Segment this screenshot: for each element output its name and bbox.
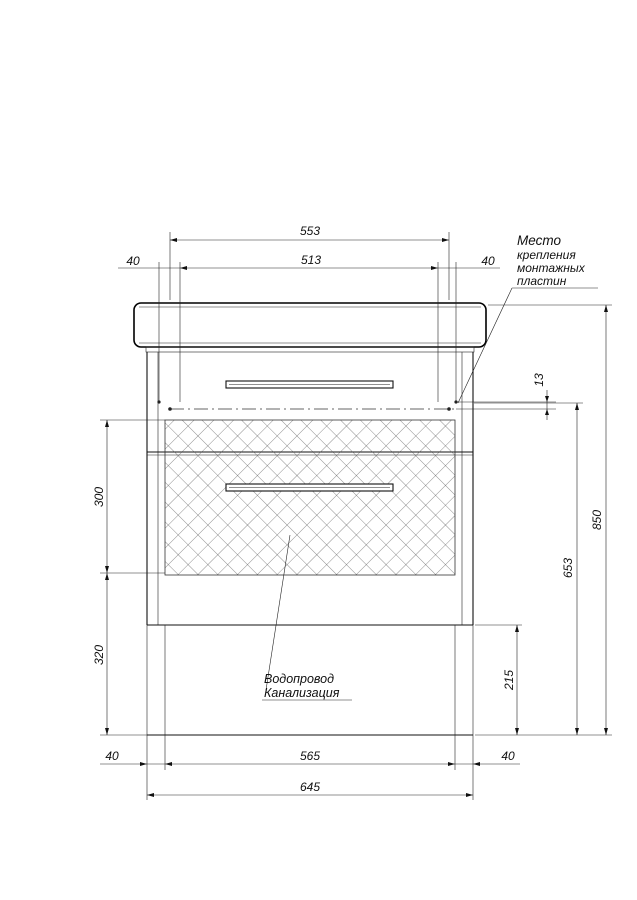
dim-bottom-left-label: 40 xyxy=(105,749,119,763)
mount-point xyxy=(447,407,451,411)
note-mounting-line-3: монтажных xyxy=(517,261,585,275)
lattice-panel xyxy=(165,420,455,575)
dim-total-height-label: 850 xyxy=(590,509,604,531)
dim-floor-pipe-label: 215 xyxy=(502,669,516,691)
dim-section-lower-label: 320 xyxy=(92,644,106,666)
basin-top xyxy=(134,303,486,352)
note-mounting-line-1: Место xyxy=(517,233,561,248)
dim-top-overall-label: 553 xyxy=(299,224,321,238)
note-sewage: Канализация xyxy=(264,686,340,700)
note-mounting-line-4: пластин xyxy=(517,274,567,288)
dim-height-plates-label: 653 xyxy=(561,557,575,579)
mount-point xyxy=(168,407,172,411)
note-water-supply: Водопровод xyxy=(264,672,335,686)
dim-top-right-label: 40 xyxy=(481,254,495,268)
dim-bottom-overall-label: 645 xyxy=(299,780,321,794)
dim-bottom-right-label: 40 xyxy=(501,749,515,763)
dim-plate-offset-label: 13 xyxy=(532,373,546,387)
dim-top-inner-label: 513 xyxy=(300,253,322,267)
dim-section-upper-label: 300 xyxy=(92,486,106,508)
dim-300-320 xyxy=(100,420,165,735)
dim-bottom-inner-label: 565 xyxy=(299,749,321,763)
note-mounting-line-2: крепления xyxy=(517,248,576,262)
dim-top-left-label: 40 xyxy=(126,254,140,268)
dim-13 xyxy=(456,390,556,420)
